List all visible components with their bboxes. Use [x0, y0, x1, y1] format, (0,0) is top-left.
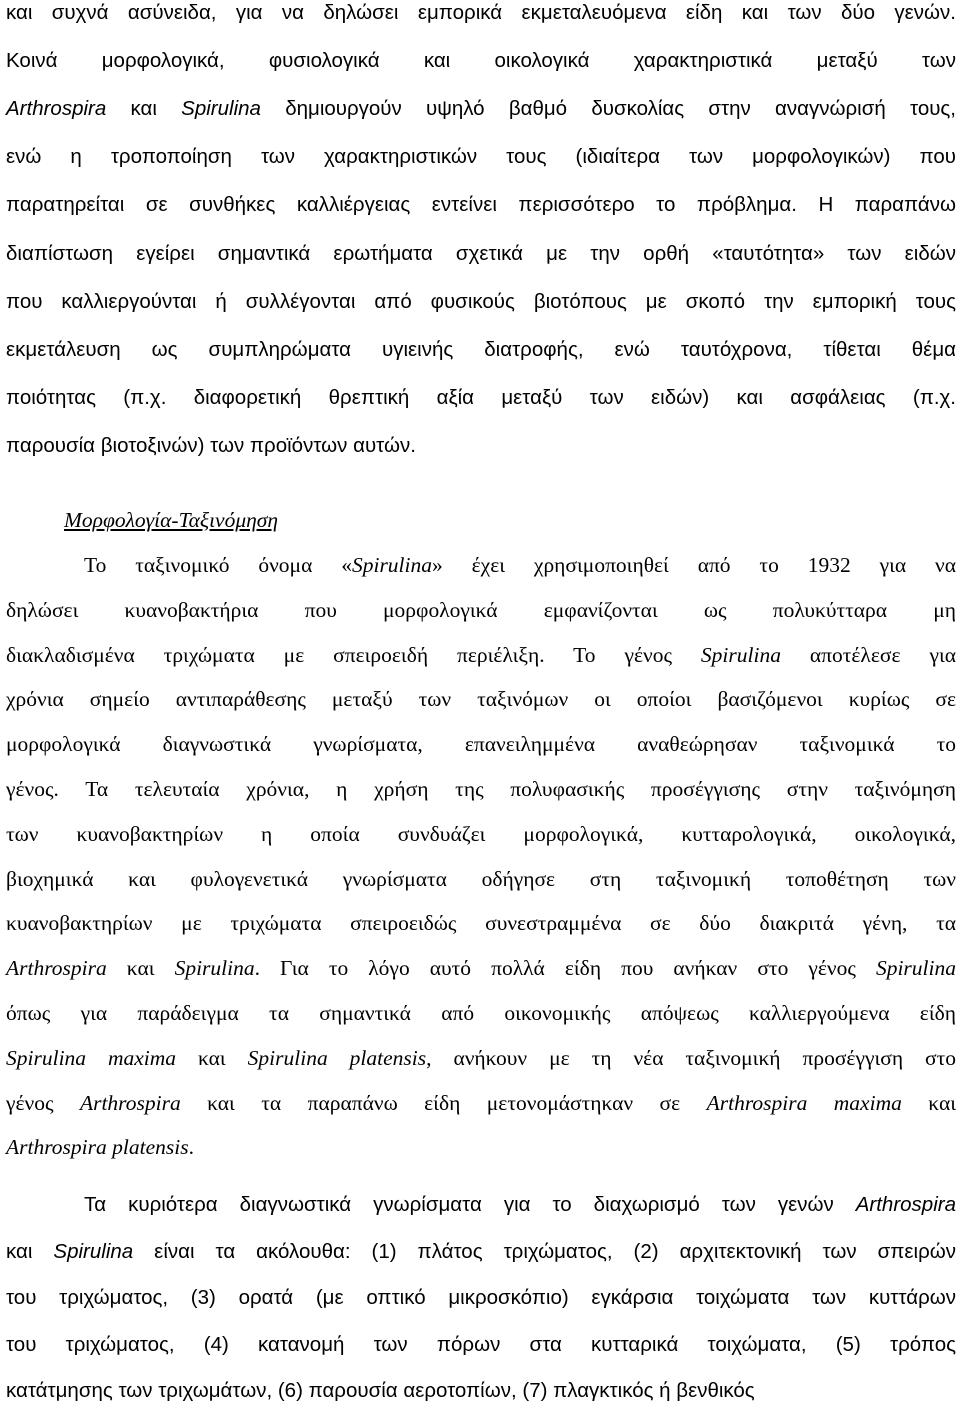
text-run: διαπίστωση εγείρει σημαντικά ερωτήματα σχετικά με την ορθή «ταυτότητα» των ειδών [6, 241, 956, 265]
text-run: Τα κυριότερα διαγνωστικά γνωρίσματα για το διαχωρισμό των γενών [84, 1193, 856, 1216]
text-run: και [176, 1045, 248, 1070]
text-line [6, 595, 956, 625]
text-line [6, 1043, 956, 1073]
italic-term: Arthrospira [6, 956, 107, 981]
text-run: και [106, 956, 175, 981]
italic-term: Spirulina [351, 553, 433, 577]
text-line [6, 1283, 956, 1313]
text-run: εκμετάλευση ως συμπληρώματα υγιεινής διατροφής, ενώ ταυτόχρονα, τίθεται θέμα [6, 337, 956, 361]
text-line [6, 239, 956, 269]
section-heading: Μορφολογία-Ταξινόμηση [64, 508, 279, 532]
text-line [6, 864, 956, 894]
italic-term: Arthrospira [6, 97, 107, 121]
text-run: που καλλιεργούνται ή συλλέγονται από φυσικούς βιοτόπους με σκοπό την εμπορική τους [6, 289, 956, 313]
text-run: διακλαδισμένα τριχώματα με σπειροειδή περιέλιξη. Το γένος [6, 642, 701, 667]
text-run: δημιουργούν υψηλό βαθμό δυσκολίας στην αναγνώρισή τους, [260, 97, 957, 121]
italic-term: Spirulina platensis [247, 1045, 427, 1070]
text-line [6, 383, 956, 413]
text-run: και [901, 1090, 956, 1115]
text-run: μορφολογικά διαγνωστικά γνωρίσματα, επανειλημμένα αναθεώρησαν ταξινομικά το [6, 732, 956, 757]
text-line [6, 1237, 956, 1267]
italic-term: Spirulina [181, 97, 261, 121]
text-line [6, 1190, 956, 1220]
text-run: παρουσία βιοτοξινών) των προϊόντων αυτών. [6, 433, 416, 457]
text-line [6, 190, 956, 220]
text-line [6, 1132, 956, 1162]
text-run: των κυανοβακτηρίων η οποία συνδυάζει μορφολογικά, κυτταρολογικά, οικολογικά, [6, 821, 956, 846]
text-line [6, 1088, 956, 1118]
text-line [6, 684, 956, 714]
italic-term: Arthrospira [79, 1090, 181, 1115]
text-line [6, 0, 956, 28]
text-line [6, 94, 956, 124]
italic-term: Arthrospira [855, 1193, 956, 1216]
text-run: γένος [6, 1090, 80, 1115]
text-line [6, 431, 956, 461]
text-run: κατάτμησης των τριχωμάτων, (6) παρουσία αεροτοπίων, (7) πλαγκτικός ή βενθικός [6, 1379, 755, 1403]
text-run: Κοινά μορφολογικά, φυσιολογικά και οικολογικά χαρακτηριστικά μεταξύ των [6, 49, 956, 73]
text-run: . [188, 1135, 194, 1160]
italic-term: Arthrospira platensis [6, 1135, 189, 1160]
text-line [6, 287, 956, 317]
text-run: και [106, 97, 182, 121]
text-run: . Για το λόγο αυτό πολλά είδη που ανήκαν στο γένος [254, 956, 876, 981]
text-run: αποτέλεσε για [780, 642, 956, 667]
text-run: ποιότητας (π.χ. διαφορετική θρεπτική αξία μεταξύ των ειδών) και ασφάλειας (π.χ. [6, 385, 956, 409]
text-run: του τριχώματος, (3) ορατά (με οπτικό μικροσκόπιο) εγκάρσια τοιχώματα των κυττάρων [6, 1286, 956, 1310]
text-run: παρατηρείται σε συνθήκες καλλιέργειας εντείνει περισσότερο το πρόβλημα. Η παραπάνω [6, 193, 956, 217]
text-run: όπως για παράδειγμα τα σημαντικά από οικονομικής απόψεως καλλιεργούμενα είδη [6, 1001, 956, 1025]
text-line [6, 640, 956, 670]
italic-term: Arthrospira maxima [706, 1090, 902, 1115]
italic-term: Spirulina [875, 956, 956, 981]
text-run: και τα παραπάνω είδη μετονομάστηκαν σε [180, 1090, 707, 1115]
text-run: του τριχώματος, (4) κατανομή των πόρων στα κυτταρικά τοιχώματα, (5) τρόπος [6, 1332, 956, 1356]
text-line [6, 335, 956, 365]
text-run: χρόνια σημείο αντιπαράθεσης μεταξύ των ταξινόμων οι οποίοι βασιζόμενοι κυρίως σε [6, 687, 956, 712]
text-line [6, 774, 956, 804]
text-line [6, 819, 956, 849]
italic-term: Spirulina [700, 642, 781, 667]
text-run: γένος. Τα τελευταία χρόνια, η χρήση της πολυφασικής προσέγγισης στην ταξινόμηση [6, 777, 956, 801]
text-line [6, 1330, 956, 1360]
italic-term: Spirulina [174, 956, 255, 981]
text-run: είναι τα ακόλουθα: (1) πλάτος τριχώματος, (2) αρχιτεκτονική των σπειρών [133, 1239, 956, 1263]
text-run: και συχνά ασύνειδα, για να δηλώσει εμπορικά εκμεταλευόμενα είδη και των δύο γενών. [6, 1, 956, 24]
italic-term: Spirulina [53, 1239, 134, 1263]
text-line [6, 908, 956, 938]
text-line [6, 953, 956, 983]
text-line [6, 46, 956, 76]
text-run: βιοχημικά και φυλογενετικά γνωρίσματα οδήγησε στη ταξινομική τοποθέτηση των [6, 866, 956, 891]
italic-term: Spirulina maxima [6, 1045, 177, 1070]
text-line [6, 550, 956, 580]
text-run: ενώ η τροποποίηση των χαρακτηριστικών τους (ιδιαίτερα των μορφολογικών) που [6, 145, 956, 169]
text-run: κυανοβακτηρίων με τριχώματα σπειροειδώς συνεστραμμένα σε δύο διακριτά γένη, τα [6, 911, 956, 936]
text-line [6, 998, 956, 1028]
text-run: και [6, 1239, 54, 1263]
text-run: » έχει χρησιμοποιηθεί από το 1932 για να [432, 553, 956, 577]
text-run: , ανήκουν με τη νέα ταξινομική προσέγγιση στο [426, 1045, 956, 1070]
text-run: δηλώσει κυανοβακτήρια που μορφολογικά εμφανίζονται ως πολυκύτταρα μη [6, 597, 956, 622]
text-run: Το ταξινομικό όνομα « [84, 553, 352, 577]
text-line [6, 729, 956, 759]
text-line [6, 142, 956, 172]
